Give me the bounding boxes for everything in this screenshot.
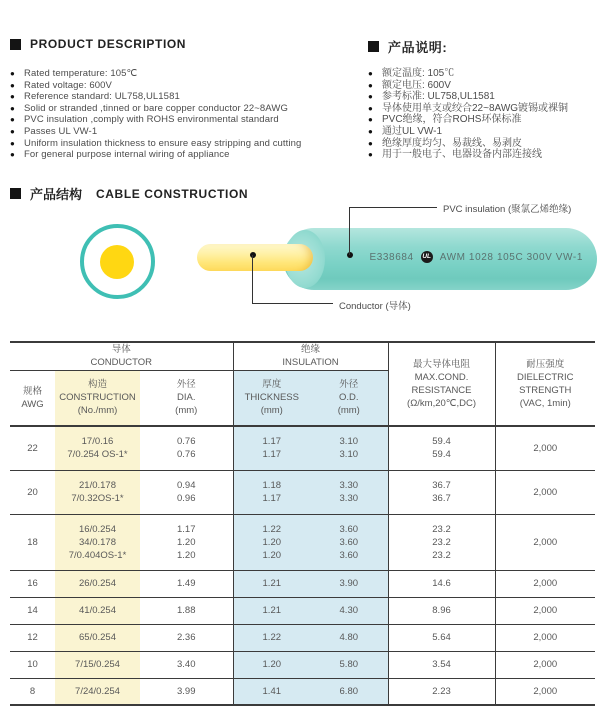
bullet-item: ● 用于一般电子、电器设备内部连接线: [368, 149, 600, 161]
table-row: [10, 624, 595, 651]
insulation-pointer-dot: [347, 252, 353, 258]
cell-construction: 41/0.254: [55, 597, 140, 624]
insulation-pointer-line-v: [349, 207, 350, 255]
section-title-en: PRODUCT DESCRIPTION: [30, 37, 187, 51]
cell-awg: 10: [10, 651, 55, 678]
group-insulation-cn: 绝缘: [301, 344, 321, 356]
cell-dielectric: 2,000: [495, 570, 595, 597]
section-product-description-header: [10, 37, 186, 51]
cell-construction: 65/0.254: [55, 624, 140, 651]
insulation-label: PVC insulation (聚氯乙烯绝缘): [443, 204, 572, 215]
cell-resistance: 14.6: [388, 570, 495, 597]
cell-od: 5.80: [310, 651, 388, 678]
bullet-item: ● Rated voltage: 600V: [10, 80, 362, 92]
bullet-item: ● 绝缘厚度均匀、易裁线、易剥皮: [368, 138, 600, 150]
cell-dielectric: 2,000: [495, 426, 595, 470]
cell-resistance: 3.54: [388, 651, 495, 678]
bullet-item: ● For general purpose internal wiring of appliance: [10, 149, 362, 161]
cell-resistance: 36.7 36.7: [388, 470, 495, 514]
header-od: 外径 O.D. (mm): [310, 370, 388, 426]
cell-awg: 20: [10, 470, 55, 514]
cell-od: 3.10 3.10: [310, 426, 388, 470]
cell-dia: 3.40: [140, 651, 233, 678]
cell-dielectric: 2,000: [495, 678, 595, 705]
cell-dia: 1.17 1.20 1.20: [140, 514, 233, 570]
cell-od: 3.30 3.30: [310, 470, 388, 514]
cell-construction: 17/0.16 7/0.254 OS-1*: [55, 426, 140, 470]
cell-resistance: 2.23: [388, 678, 495, 705]
square-bullet-icon: [10, 188, 21, 199]
cell-thickness: 1.41: [233, 678, 310, 705]
header-thickness: 厚度 THICKNESS (mm): [233, 370, 310, 426]
table-row: [10, 514, 595, 570]
cable-cert-number: E338684: [369, 251, 414, 263]
bullet-item: ● Passes UL VW-1: [10, 126, 362, 138]
cell-resistance: 5.64: [388, 624, 495, 651]
cable-cross-section-core: [100, 245, 134, 279]
header-construction: 构造 CONSTRUCTION (No./mm): [55, 370, 140, 426]
cell-resistance: 23.2 23.2 23.2: [388, 514, 495, 570]
group-insulation-en: INSULATION: [282, 357, 339, 369]
group-header-conductor: [10, 342, 233, 370]
bullet-item: ● 参考标准: UL758,UL1581: [368, 91, 600, 103]
cell-awg: 22: [10, 426, 55, 470]
cell-awg: 14: [10, 597, 55, 624]
bullet-item: ● PVC绝缘，符合ROHS环保标准: [368, 114, 600, 126]
cell-od: 3.60 3.60 3.60: [310, 514, 388, 570]
cell-thickness: 1.18 1.17: [233, 470, 310, 514]
spec-table: [10, 341, 595, 706]
cable-spec-text: AWM 1028 105C 300V VW-1: [439, 251, 583, 263]
header-dielectric: 耐压强度 DIELECTRIC STRENGTH (VAC, 1min): [495, 342, 595, 426]
conductor-label: Conductor (导体): [339, 301, 411, 312]
cell-od: 6.80: [310, 678, 388, 705]
product-description-cn-list: [368, 68, 600, 161]
header-resistance: 最大导体电阻 MAX.COND. RESISTANCE (Ω/km,20℃,DC): [388, 342, 495, 426]
cell-dielectric: 2,000: [495, 651, 595, 678]
cell-awg: 8: [10, 678, 55, 705]
conductor-pointer-line-v: [252, 255, 253, 304]
cell-awg: 18: [10, 514, 55, 570]
ul-logo-icon: UL: [421, 251, 433, 263]
bullet-item: ● 导体使用单支或绞合22~8AWG镀锡或裸铜: [368, 103, 600, 115]
conductor-pointer-line-h: [252, 303, 333, 304]
bullet-item: ● Uniform insulation thickness to ensure easy stripping and cutting: [10, 138, 362, 150]
cell-dia: 3.99: [140, 678, 233, 705]
cell-dielectric: 2,000: [495, 597, 595, 624]
cell-thickness: 1.22: [233, 624, 310, 651]
table-row: [10, 678, 595, 705]
cell-awg: 12: [10, 624, 55, 651]
bullet-item: ● 额定电压: 600V: [368, 80, 600, 92]
cell-resistance: 59.4 59.4: [388, 426, 495, 470]
bullet-item: ● Reference standard: UL758,UL1581: [10, 91, 362, 103]
bullet-item: ● Rated temperature: 105℃: [10, 68, 362, 80]
section-title-cn: 产品说明:: [388, 40, 448, 55]
group-header-insulation: [233, 342, 388, 370]
conductor-pointer-dot: [250, 252, 256, 258]
square-bullet-icon: [368, 41, 379, 52]
cell-od: 4.30: [310, 597, 388, 624]
cell-construction: 26/0.254: [55, 570, 140, 597]
cell-dielectric: 2,000: [495, 514, 595, 570]
bullet-item: ● 通过UL VW-1: [368, 126, 600, 138]
cell-dielectric: 2,000: [495, 624, 595, 651]
table-row: [10, 470, 595, 514]
cell-od: 3.90: [310, 570, 388, 597]
insulation-pointer-line-h: [349, 207, 437, 208]
product-description-list: [10, 68, 362, 161]
table-row: [10, 651, 595, 678]
cell-dia: 0.76 0.76: [140, 426, 233, 470]
cable-construction-title-en: CABLE CONSTRUCTION: [96, 186, 249, 201]
cell-construction: 16/0.254 34/0.178 7/0.404OS-1*: [55, 514, 140, 570]
table-row: [10, 597, 595, 624]
header-awg: 规格 AWG: [10, 370, 55, 426]
header-dia: 外径 DIA. (mm): [140, 370, 233, 426]
cell-construction: 21/0.178 7/0.32OS-1*: [55, 470, 140, 514]
square-bullet-icon: [10, 39, 21, 50]
cell-thickness: 1.21: [233, 570, 310, 597]
table-row: [10, 570, 595, 597]
cell-od: 4.80: [310, 624, 388, 651]
cable-print-text: [283, 251, 597, 263]
cell-awg: 16: [10, 570, 55, 597]
cell-dia: 2.36: [140, 624, 233, 651]
cell-construction: 7/24/0.254: [55, 678, 140, 705]
cable-construction-title-cn: 产品结构: [30, 187, 83, 202]
cell-resistance: 8.96: [388, 597, 495, 624]
section-cable-construction-header: [10, 184, 248, 203]
cell-dielectric: 2,000: [495, 470, 595, 514]
bullet-item: ● PVC insulation ,comply with ROHS environmental standard: [10, 114, 362, 126]
cell-thickness: 1.22 1.20 1.20: [233, 514, 310, 570]
table-row: [10, 426, 595, 470]
cell-thickness: 1.21: [233, 597, 310, 624]
section-product-description-cn-header: [368, 37, 447, 56]
bullet-item: ● Solid or stranded ,tinned or bare copper conductor 22~8AWG: [10, 103, 362, 115]
cell-thickness: 1.17 1.17: [233, 426, 310, 470]
group-conductor-en: CONDUCTOR: [90, 357, 153, 369]
cell-dia: 1.49: [140, 570, 233, 597]
group-conductor-cn: 导体: [111, 344, 131, 356]
cell-construction: 7/15/0.254: [55, 651, 140, 678]
cell-thickness: 1.20: [233, 651, 310, 678]
cell-dia: 0.94 0.96: [140, 470, 233, 514]
cell-dia: 1.88: [140, 597, 233, 624]
bullet-item: ● 额定温度: 105℃: [368, 68, 600, 80]
